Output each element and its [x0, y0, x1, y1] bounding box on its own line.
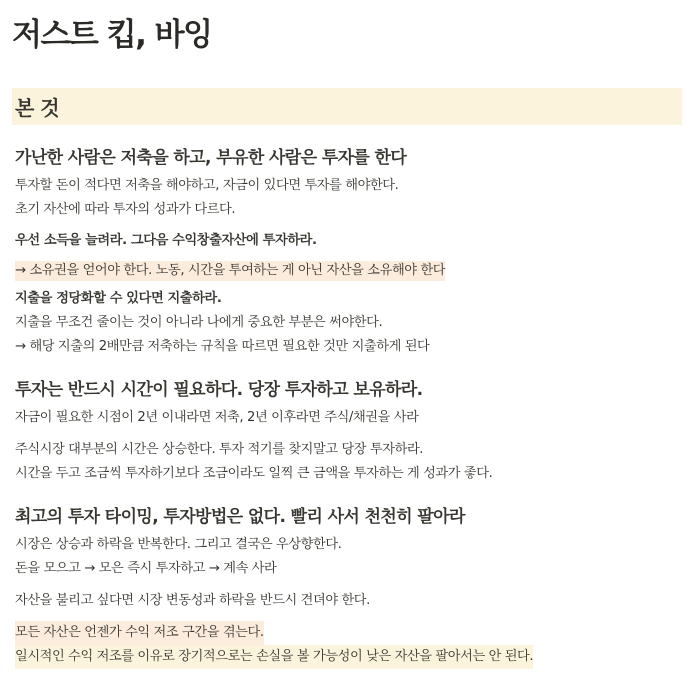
page-title: 저스트 킵, 바잉	[12, 17, 212, 53]
callout-heading: 본 것	[12, 88, 682, 125]
paragraph-line: 초기 자산에 따라 투자의 성과가 다르다.	[15, 202, 236, 217]
paragraph-line: 시간을 두고 조금씩 투자하기보다 조금이라도 일찍 큰 금액을 투자하는 게 성과가 좋다.	[15, 466, 493, 481]
highlighted-line: 모든 자산은 언젠가 수익 저조 구간을 겪는다.	[15, 621, 264, 645]
section-heading-1: 가난한 사람은 저축을 하고, 부유한 사람은 투자를 한다	[15, 148, 407, 168]
highlighted-line: 일시적인 수익 저조를 이유로 장기적으로는 손실을 볼 가능성이 낮은 자산을 팔아서는 안 된다.	[15, 645, 533, 669]
paragraph-line: 자산을 불리고 싶다면 시장 변동성과 하락을 반드시 견뎌야 한다.	[15, 593, 370, 608]
paragraph-line: → 해당 지출의 2배만큼 저축하는 규칙을 따르면 필요한 것만 지출하게 된다	[15, 339, 430, 354]
bold-line: 지출을 정당화할 수 있다면 지출하라.	[15, 291, 222, 306]
section-heading-2: 투자는 반드시 시간이 필요하다. 당장 투자하고 보유하라.	[15, 380, 423, 400]
section-heading-3: 최고의 투자 타이밍, 투자방법은 없다. 빨리 사서 천천히 팔아라	[15, 507, 465, 527]
paragraph-line: 지출을 무조건 줄이는 것이 아니라 나에게 중요한 부분은 써야한다.	[15, 315, 383, 330]
paragraph-line: 투자할 돈이 적다면 저축을 해야하고, 자금이 있다면 투자를 해야한다.	[15, 178, 399, 193]
highlighted-line: → 소유권을 얻어야 한다. 노동, 시간을 투여하는 게 아닌 자산을 소유해야 한다	[15, 261, 445, 281]
paragraph-line: 자금이 필요한 시점이 2년 이내라면 저축, 2년 이후라면 주식/채권을 사라	[15, 410, 419, 425]
bold-line: 우선 소득을 늘려라. 그다음 수익창출자산에 투자하라.	[15, 233, 317, 248]
paragraph-line: 주식시장 대부분의 시간은 상승한다. 투자 적기를 찾지말고 당장 투자하라.	[15, 442, 424, 457]
paragraph-line: 시장은 상승과 하락을 반복한다. 그리고 결국은 우상향한다.	[15, 537, 342, 552]
paragraph-line: 돈을 모으고 → 모은 즉시 투자하고 → 계속 사라	[15, 561, 277, 576]
